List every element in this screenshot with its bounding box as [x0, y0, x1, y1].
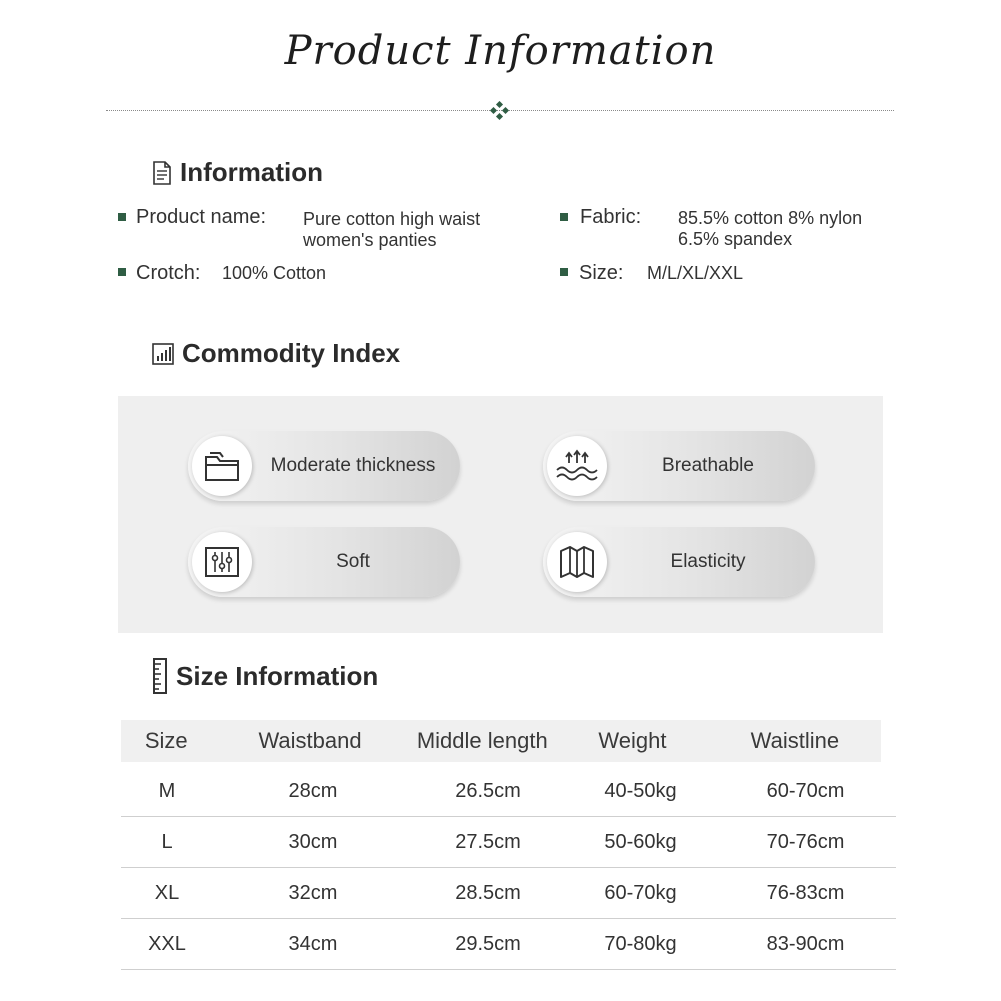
- column-header-waistline: Waistline: [750, 728, 840, 753]
- diamond-ornament-icon: [489, 101, 511, 121]
- size-information-heading-text: Size Information: [176, 660, 379, 691]
- commodity-index-panel: [118, 396, 883, 633]
- index-item-moderate-thickness: [188, 431, 460, 501]
- bullet-marker: [118, 213, 126, 221]
- airflow-icon: [547, 436, 607, 496]
- info-value-fabric: [678, 208, 862, 250]
- information-heading-text: Information: [180, 157, 323, 187]
- info-label-product-name: Product name:: [136, 206, 267, 228]
- table-cell: M: [158, 779, 176, 802]
- table-cell: 27.5cm: [455, 830, 521, 853]
- folded-fabric-icon: [547, 532, 607, 592]
- table-cell: 28.5cm: [455, 881, 521, 904]
- size-table: [121, 720, 896, 970]
- commodity-index-heading: [152, 338, 400, 369]
- info-value-line: 100% Cotton: [222, 263, 327, 283]
- sliders-icon: [192, 532, 252, 592]
- table-cell: 70-80kg: [604, 932, 677, 955]
- table-cell: 32cm: [288, 881, 338, 904]
- table-cell: 83-90cm: [766, 932, 845, 955]
- column-header-size: Size: [144, 728, 188, 753]
- index-item-elasticity: [543, 527, 815, 597]
- bullet-marker: [560, 213, 568, 221]
- table-row: [121, 817, 896, 868]
- bullet-marker: [560, 268, 568, 276]
- info-value-line: 85.5% cotton 8% nylon: [678, 208, 863, 228]
- info-label-fabric: Fabric:: [580, 206, 642, 228]
- table-cell: L: [161, 830, 173, 853]
- table-cell: XXL: [148, 932, 186, 955]
- index-item-breathable: [543, 431, 815, 501]
- column-header-waistband: Waistband: [258, 728, 362, 753]
- document-icon: [152, 161, 172, 185]
- table-row: [121, 868, 896, 919]
- table-cell: 28cm: [288, 779, 338, 802]
- info-value-crotch: [222, 263, 326, 284]
- ruler-icon: [152, 658, 168, 694]
- table-cell: 76-83cm: [766, 881, 845, 904]
- info-value-line: M/L/XL/XXL: [647, 263, 744, 283]
- info-value-product-name: [303, 209, 480, 251]
- index-item-label: Moderate thickness: [270, 455, 436, 476]
- column-header-weight: Weight: [598, 728, 667, 753]
- info-value-line: 6.5% spandex: [678, 229, 793, 249]
- table-cell: 30cm: [288, 830, 338, 853]
- info-label-size: Size:: [579, 262, 624, 284]
- table-cell: 60-70kg: [604, 881, 677, 904]
- column-header-middle-length: Middle length: [416, 728, 548, 753]
- page-title: Product Information: [284, 28, 717, 74]
- table-cell: 70-76cm: [766, 830, 845, 853]
- size-table-header: [121, 720, 881, 762]
- info-value-line: women's panties: [303, 230, 437, 250]
- info-value-size: [647, 263, 743, 284]
- index-item-soft: [188, 527, 460, 597]
- table-cell: 40-50kg: [604, 779, 677, 802]
- info-label-crotch: Crotch:: [136, 262, 201, 284]
- table-cell: 26.5cm: [455, 779, 521, 802]
- table-cell: XL: [154, 881, 180, 904]
- table-cell: 34cm: [288, 932, 338, 955]
- table-cell: 50-60kg: [604, 830, 677, 853]
- table-cell: 60-70cm: [766, 779, 845, 802]
- index-item-label: Breathable: [662, 455, 754, 476]
- table-cell: 29.5cm: [455, 932, 521, 955]
- commodity-index-heading-text: Commodity Index: [182, 338, 401, 368]
- table-row: [121, 766, 896, 817]
- table-row: [121, 919, 896, 970]
- size-information-heading: [152, 658, 378, 694]
- folder-icon: [192, 436, 252, 496]
- info-value-line: Pure cotton high waist: [303, 209, 481, 229]
- index-item-label: Soft: [336, 551, 370, 572]
- bar-chart-icon: [152, 343, 174, 365]
- index-item-label: Elasticity: [670, 551, 746, 572]
- bullet-marker: [118, 268, 126, 276]
- information-heading: [152, 157, 323, 188]
